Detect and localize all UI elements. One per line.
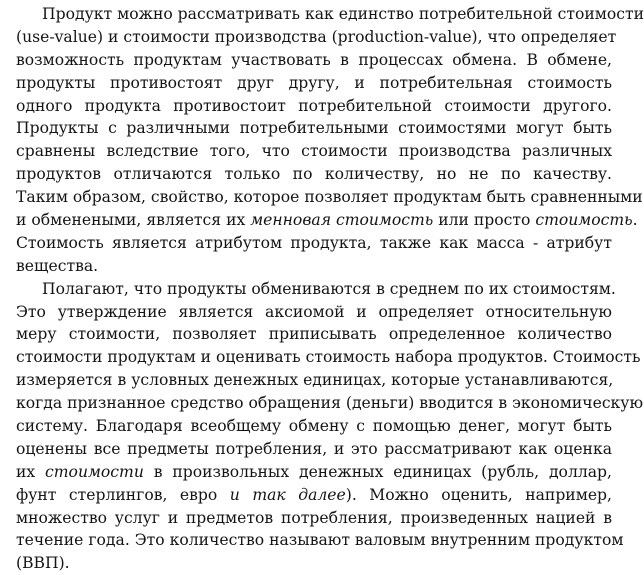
text-segment: систему. Благодаря всеобщему обмену с помощью денег, могут быть [16, 417, 612, 436]
text-segment: Полагают, что продукты обмениваются в среднем по их стоимостям. [42, 279, 616, 298]
text-line [16, 117, 612, 140]
text-segment: оценены все предметы потребления, и это рассматривают как оценка [16, 439, 612, 458]
text-line [16, 552, 612, 575]
text-line [16, 186, 643, 209]
text-line [16, 369, 612, 392]
text-segment: возможность продуктам участвовать в процессах обмена. В обмене, [16, 50, 612, 69]
text-segment: Продукты с различными потребительными стоимостями могут быть [16, 119, 612, 138]
text-line [16, 507, 612, 530]
text-line [16, 232, 612, 255]
text-line [16, 49, 612, 72]
text-segment: Продукт можно рассматривать как единство потребительной стоимости [42, 5, 644, 23]
text-segment: стоимости продуктам и оценивать стоимость набора продуктов. Стоимость [16, 348, 641, 367]
text-segment: и обменеными, является их [16, 211, 251, 230]
text-segment: (use-value) и стоимости производства (production-value), что определяет [16, 27, 617, 46]
paragraph-2 [0, 278, 644, 575]
emphasized-term: и так далее [229, 485, 346, 504]
text-segment: вещества. [16, 256, 99, 275]
text-line [16, 392, 644, 415]
text-segment: . [632, 211, 638, 230]
text-line [16, 346, 641, 369]
text-segment: ). Можно оценить, например, [345, 485, 612, 504]
text-line [16, 26, 617, 49]
text-segment: течение года. Это количество называют валовым внутренним продуктом [16, 531, 624, 550]
text-line [16, 278, 616, 301]
text-line [16, 484, 612, 507]
text-segment: их [16, 462, 46, 481]
text-line [16, 438, 612, 461]
text-segment: Стоимость является атрибутом продукта, также как масса - атрибут [16, 233, 612, 252]
text-segment: Таким образом, свойство, которое позволяет продуктам быть сравненными [16, 188, 643, 207]
text-segment: меру стоимости, позволяет приписывать определенное количество [16, 325, 612, 344]
text-line [16, 461, 612, 484]
text-line [16, 140, 612, 163]
text-segment: когда признанное средство обращения (деньги) вводится в экономическую [16, 394, 644, 413]
text-line [16, 323, 612, 346]
emphasized-term: менновая стоимость [250, 211, 434, 230]
text-line [16, 415, 612, 438]
text-segment: в произвольных денежных единицах (рубль, доллар, [143, 462, 612, 481]
text-segment: или просто [433, 211, 536, 230]
text-segment: (ВВП). [16, 554, 70, 573]
emphasized-term: стоимости [45, 462, 144, 481]
text-segment: продукты противостоят друг другу, и потребительная стоимость [16, 73, 612, 92]
text-line [16, 72, 612, 95]
text-line [16, 95, 612, 118]
text-line [16, 255, 612, 278]
text-line [16, 529, 624, 552]
text-segment: множество услуг и предметов потребления, произведенных нацией в [16, 508, 612, 527]
text-line [16, 163, 612, 186]
text-segment: продуктов отличаются только по количеству, но не по качеству. [16, 165, 612, 184]
paragraph-1 [0, 0, 644, 278]
text-segment: фунт стерлингов, евро [16, 485, 230, 504]
text-segment: сравнены вследствие того, что стоимости производства различных [16, 142, 612, 161]
text-segment: измеряется в условных денежных единицах, которые устанавливаются, [16, 371, 614, 390]
text-line [16, 3, 644, 26]
text-segment: Это утверждение является аксиомой и определяет относительную [16, 302, 612, 321]
emphasized-term: стоимость [535, 211, 633, 230]
text-segment: одного продукта противостоит потребительной стоимости другого. [16, 96, 612, 115]
text-line [16, 301, 612, 324]
text-line [16, 209, 638, 232]
